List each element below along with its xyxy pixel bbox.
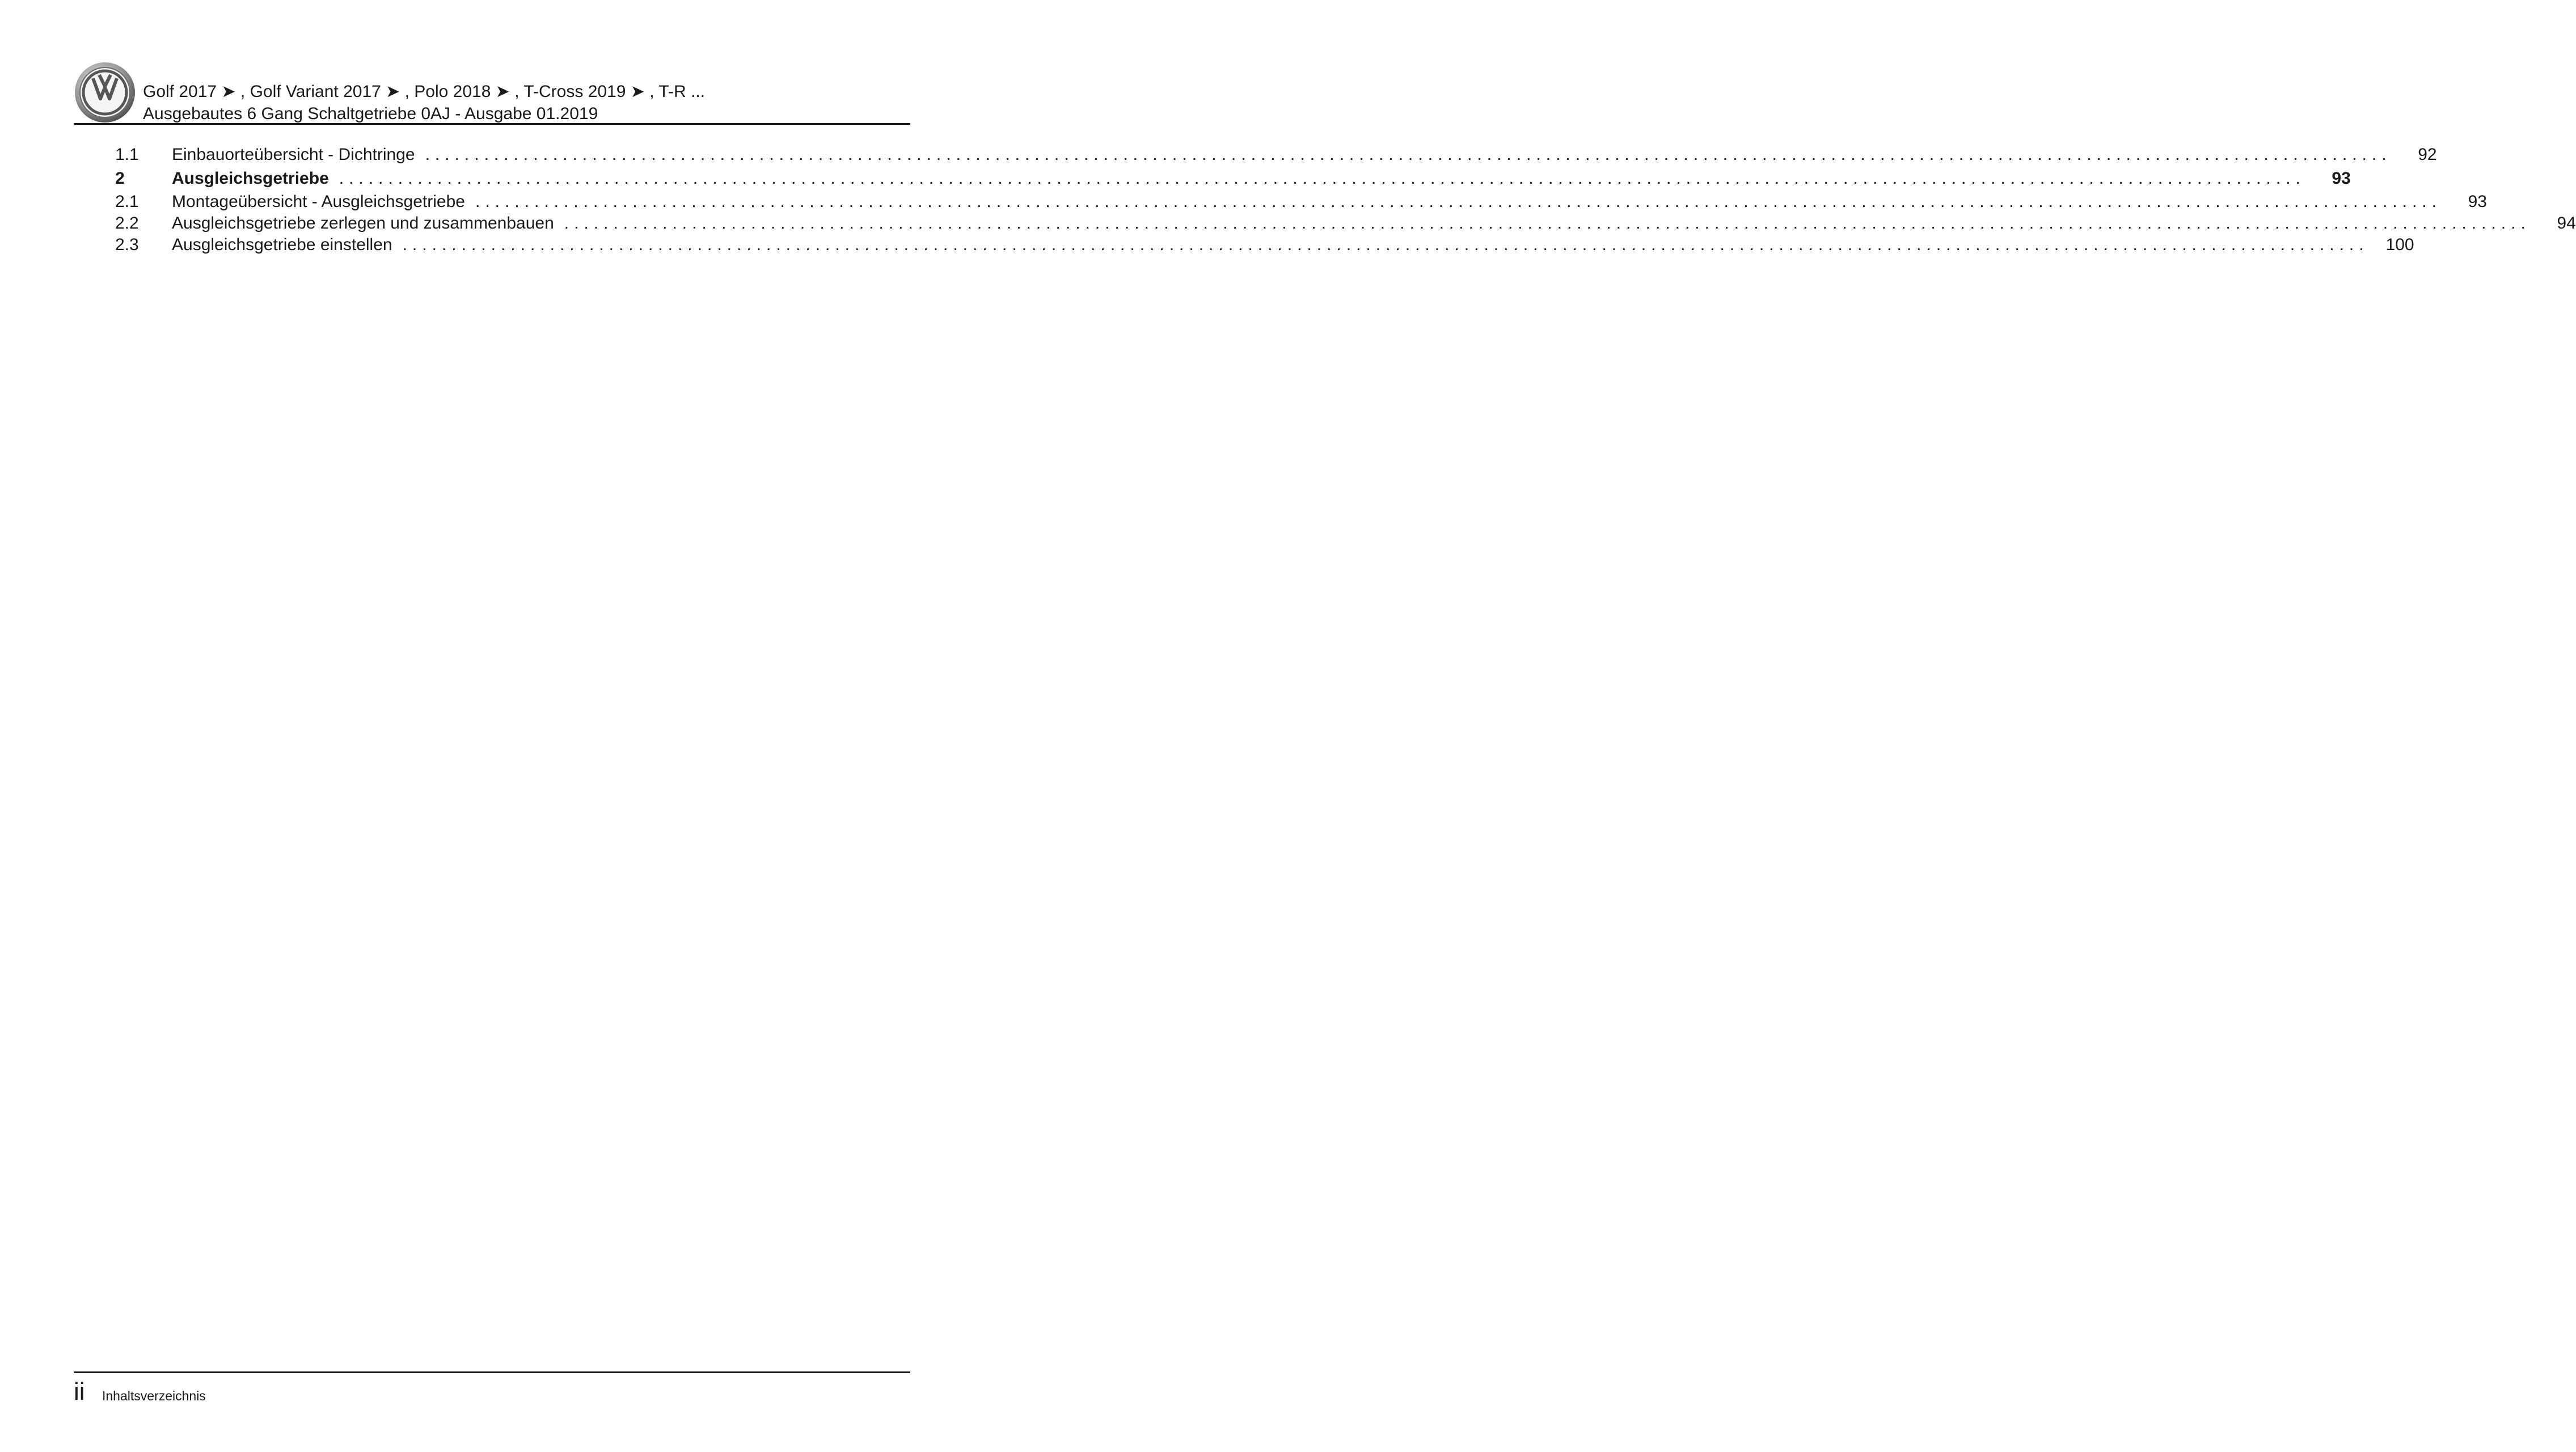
toc-entry-title: Montageübersicht - Ausgleichsgetriebe [172,192,465,211]
toc-entry-number: 2.3 [115,235,139,254]
toc-entry[interactable] [115,144,2437,166]
toc-entry-number: 2.2 [115,214,139,233]
vw-logo-icon [74,61,136,124]
toc-entry-page: 93 [2332,169,2351,188]
toc-leader-dots: ........................................................................................................................................................................................................ [425,145,2392,164]
document-subtitle: Ausgebautes 6 Gang Schaltgetriebe 0AJ - Ausgabe 01.2019 [143,104,598,123]
toc-entry[interactable] [115,213,2576,234]
toc-entry-number: 2 [115,169,125,188]
toc-entry-title: Ausgleichsgetriebe zerlegen und zusammenbauen [172,214,554,233]
footer-page-number: ii [74,1378,85,1405]
toc-entry[interactable] [115,166,2351,191]
toc-entry-title: Ausgleichsgetriebe [172,169,329,188]
toc-leader-dots: ........................................................................................................................................................................................................ [564,214,2531,233]
toc-leader-dots: ........................................................................................................................................................................................................ [339,169,2305,188]
toc-leader-dots: ........................................................................................................................................................................................................ [402,235,2369,254]
toc-entry-page: 92 [2418,145,2437,164]
table-of-contents [115,144,2576,256]
toc-entry-page: 94 [2557,214,2576,233]
toc-entry-title: Ausgleichsgetriebe einstellen [172,235,392,254]
toc-entry-page: 93 [2468,192,2487,211]
toc-entry-number: 2.1 [115,192,139,211]
footer-section-label: Inhaltsverzeichnis [102,1388,206,1403]
toc-leader-dots: ........................................................................................................................................................................................................ [475,192,2442,211]
toc-entry[interactable] [115,234,2414,256]
toc-entry-page: 100 [2385,235,2414,254]
toc-entry-title: Einbauorteübersicht - Dichtringe [172,145,415,164]
toc-entry-number: 1.1 [115,145,139,164]
document-title: Golf 2017 ➤ , Golf Variant 2017 ➤ , Polo 2018 ➤ , T-Cross 2019 ➤ , T-R ... [143,82,706,101]
footer-divider [74,1371,910,1373]
header-divider [74,123,910,125]
toc-entry[interactable] [115,191,2487,213]
